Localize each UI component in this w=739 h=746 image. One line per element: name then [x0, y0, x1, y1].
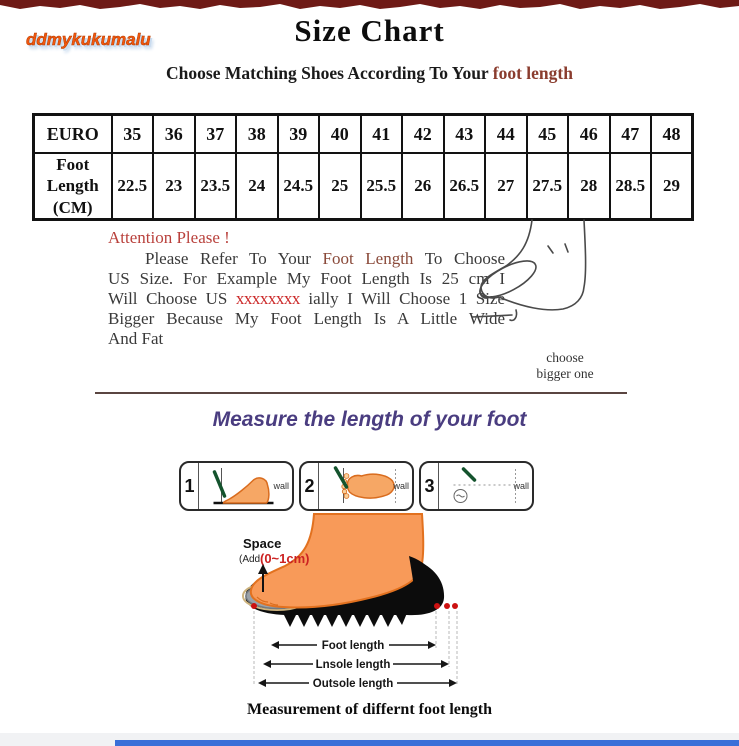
choose-bigger-line: bigger one [536, 366, 594, 381]
measure-step-panel [179, 461, 294, 511]
attention-text: ially I Will Choose 1 Size [299, 289, 506, 308]
page-title: Size Chart [294, 13, 445, 48]
euro-size-cell: 45 [527, 115, 569, 154]
attention-text: To Choose [413, 249, 505, 268]
attention-line [108, 289, 505, 309]
euro-size-cell: 41 [361, 115, 403, 154]
measure-heading: Measure the length of your foot [212, 408, 527, 431]
foot-length-inline: Foot Length [322, 249, 414, 268]
euro-size-cell: 40 [319, 115, 361, 154]
wall-label: wall [273, 481, 289, 491]
footprint-shape [348, 474, 395, 498]
attention-line: And Fat [108, 329, 164, 348]
crossed-size-text: xxxxxxxx [235, 289, 300, 308]
foot-length-cell: 26.5 [444, 153, 486, 219]
attention-heading: Attention Please ! [108, 228, 230, 247]
choose-bigger-line: choose [546, 350, 584, 365]
step-number: 2 [301, 463, 319, 509]
foot-length-row [34, 153, 693, 219]
bottom-blue-bar [115, 740, 739, 746]
step-number: 1 [181, 463, 199, 509]
euro-size-cell: 36 [153, 115, 195, 154]
foot-length-row-label: Foot Length (CM) [34, 153, 112, 219]
shoe-tread [283, 613, 407, 627]
outsole-length-arrow-label: Outsole length [312, 678, 394, 690]
attention-paragraph [108, 228, 505, 349]
foot-length-cell: 28.5 [610, 153, 652, 219]
subtitle-highlight: foot length [492, 63, 573, 83]
foot-length-arrow-label: Foot length [321, 640, 385, 652]
foot-measure-diagram [213, 512, 478, 694]
euro-row-label: EURO [34, 115, 112, 154]
foot-length-cell: 23 [153, 153, 195, 219]
euro-size-cell: 38 [236, 115, 278, 154]
euro-size-cell: 43 [444, 115, 486, 154]
foot-length-cell: 24.5 [278, 153, 320, 219]
euro-size-cell: 35 [112, 115, 154, 154]
foot-length-cell: 22.5 [112, 153, 154, 219]
choose-bigger-caption [500, 350, 630, 382]
measure-step-panel [419, 461, 534, 511]
attention-text: Will Choose US [108, 289, 236, 308]
foot-length-cell: 25 [319, 153, 361, 219]
foot-length-cell: 27.5 [527, 153, 569, 219]
attention-line [108, 249, 505, 269]
wall-label: wall [393, 481, 409, 491]
foot-length-cell: 25.5 [361, 153, 403, 219]
foot-length-cell: 24 [236, 153, 278, 219]
subtitle [0, 63, 739, 84]
foot-length-cell: 23.5 [195, 153, 237, 219]
euro-size-cell: 39 [278, 115, 320, 154]
size-table [32, 113, 694, 221]
step-number: 3 [421, 463, 439, 509]
euro-size-cell: 42 [402, 115, 444, 154]
attention-text: Please Refer To Your [145, 249, 323, 268]
foot-length-cell: 27 [485, 153, 527, 219]
foot-sketch-illustration [472, 216, 642, 348]
euro-size-cell: 48 [651, 115, 693, 154]
ankle-mark [565, 244, 568, 252]
euro-size-cell: 37 [195, 115, 237, 154]
foot-outline [506, 220, 532, 266]
foot-side-shape [224, 478, 269, 503]
add-prefix-label: (Add [239, 554, 261, 565]
euro-row [34, 115, 693, 154]
foot-length-cell: 28 [568, 153, 610, 219]
insole-length-arrow-label: Lnsole length [315, 659, 391, 671]
euro-size-cell: 46 [568, 115, 610, 154]
top-edge-band [0, 0, 739, 11]
attention-line: US Size. For Example My Foot Length Is 25 cm I [108, 269, 505, 288]
section-divider [95, 392, 627, 394]
measure-steps [179, 461, 534, 511]
foot-length-cell: 26 [402, 153, 444, 219]
measure-step-panel [299, 461, 414, 511]
space-label: Space [243, 536, 282, 551]
ankle-mark [548, 246, 553, 253]
foot-length-cell: 29 [651, 153, 693, 219]
leader-line [472, 315, 512, 317]
brand-logo: ddmykukumalu [26, 30, 151, 49]
attention-line: Bigger Because My Foot Length Is A Little Wide [108, 309, 505, 328]
pencil-icon [464, 469, 475, 480]
measurement-caption: Measurement of differnt foot length [247, 701, 492, 718]
wall-label: wall [513, 481, 529, 491]
subtitle-text: Choose Matching Shoes According To Your [166, 63, 493, 83]
euro-size-cell: 44 [485, 115, 527, 154]
pencil-icon [215, 472, 225, 496]
euro-size-cell: 47 [610, 115, 652, 154]
add-range-label: (0~1cm) [260, 551, 310, 566]
